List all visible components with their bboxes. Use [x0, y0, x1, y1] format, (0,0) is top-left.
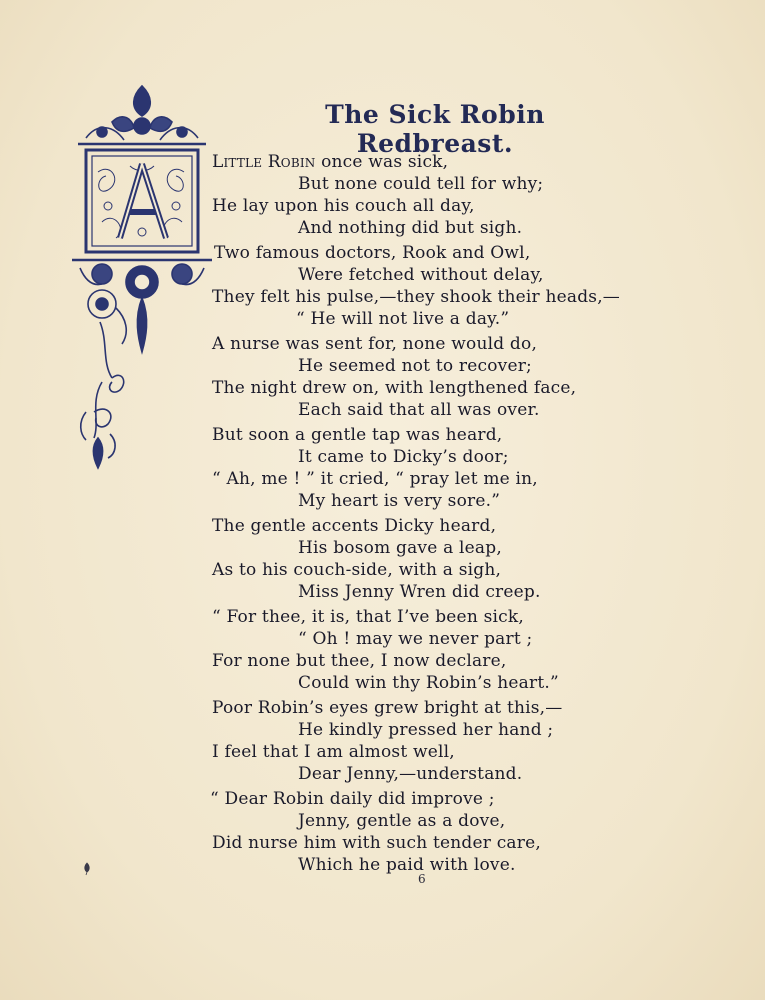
page-title: The Sick Robin Redbreast. — [325, 100, 545, 158]
poem-line: The gentle accents Dicky heard, — [212, 516, 497, 536]
poem-line: Were fetched without delay, — [298, 265, 544, 285]
poem-line: But soon a gentle tap was heard, — [212, 425, 503, 445]
printer-fleuron-icon — [82, 862, 92, 876]
poem-line: Poor Robin’s eyes grew bright at this,— — [212, 698, 563, 718]
poem-line: He seemed not to recover; — [298, 356, 532, 376]
poem-line: Miss Jenny Wren did creep. — [298, 582, 541, 602]
poem-line: His bosom gave a leap, — [298, 538, 502, 558]
first-line-small-caps: Little Robin — [212, 152, 316, 172]
poem-line: “ Dear Robin daily did improve ; — [210, 789, 495, 809]
poem-line: Jenny, gentle as a dove, — [298, 811, 506, 831]
poem-line: It came to Dicky’s door; — [298, 447, 509, 467]
poem-line: He lay upon his couch all day, — [212, 196, 475, 216]
poem-line: I feel that I am almost well, — [212, 742, 455, 762]
poem-line: Dear Jenny,—understand. — [298, 764, 523, 784]
poem-line: For none but thee, I now declare, — [212, 651, 507, 671]
poem-line: My heart is very sore.” — [298, 491, 501, 511]
poem-line: Did nurse him with such tender care, — [212, 833, 541, 853]
poem-line: As to his couch-side, with a sigh, — [212, 560, 502, 580]
first-line-rest: once was sick, — [315, 152, 449, 172]
poem-line: “ For thee, it is, that I’ve been sick, — [212, 607, 524, 627]
poem-line-1 — [212, 152, 448, 172]
poem-line: Which he paid with love. — [298, 855, 516, 875]
poem-line: Each said that all was over. — [298, 400, 540, 420]
poem-line: Could win thy Robin’s heart.” — [298, 673, 559, 693]
poem-line: “ He will not live a day.” — [296, 309, 510, 329]
page-number: 6 — [418, 872, 426, 886]
poem-line: And nothing did but sigh. — [298, 218, 523, 238]
poem-line: They felt his pulse,—they shook their heads,— — [212, 287, 621, 307]
poem-line: He kindly pressed her hand ; — [298, 720, 554, 740]
poem-line: Two famous doctors, Rook and Owl, — [214, 243, 531, 263]
poem-line: “ Ah, me ! ” it cried, “ pray let me in, — [212, 469, 538, 489]
poem-line: But none could tell for why; — [298, 174, 544, 194]
poem-line: “ Oh ! may we never part ; — [298, 629, 533, 649]
poem-line: A nurse was sent for, none would do, — [212, 334, 538, 354]
poem-line: The night drew on, with lengthened face, — [212, 378, 577, 398]
